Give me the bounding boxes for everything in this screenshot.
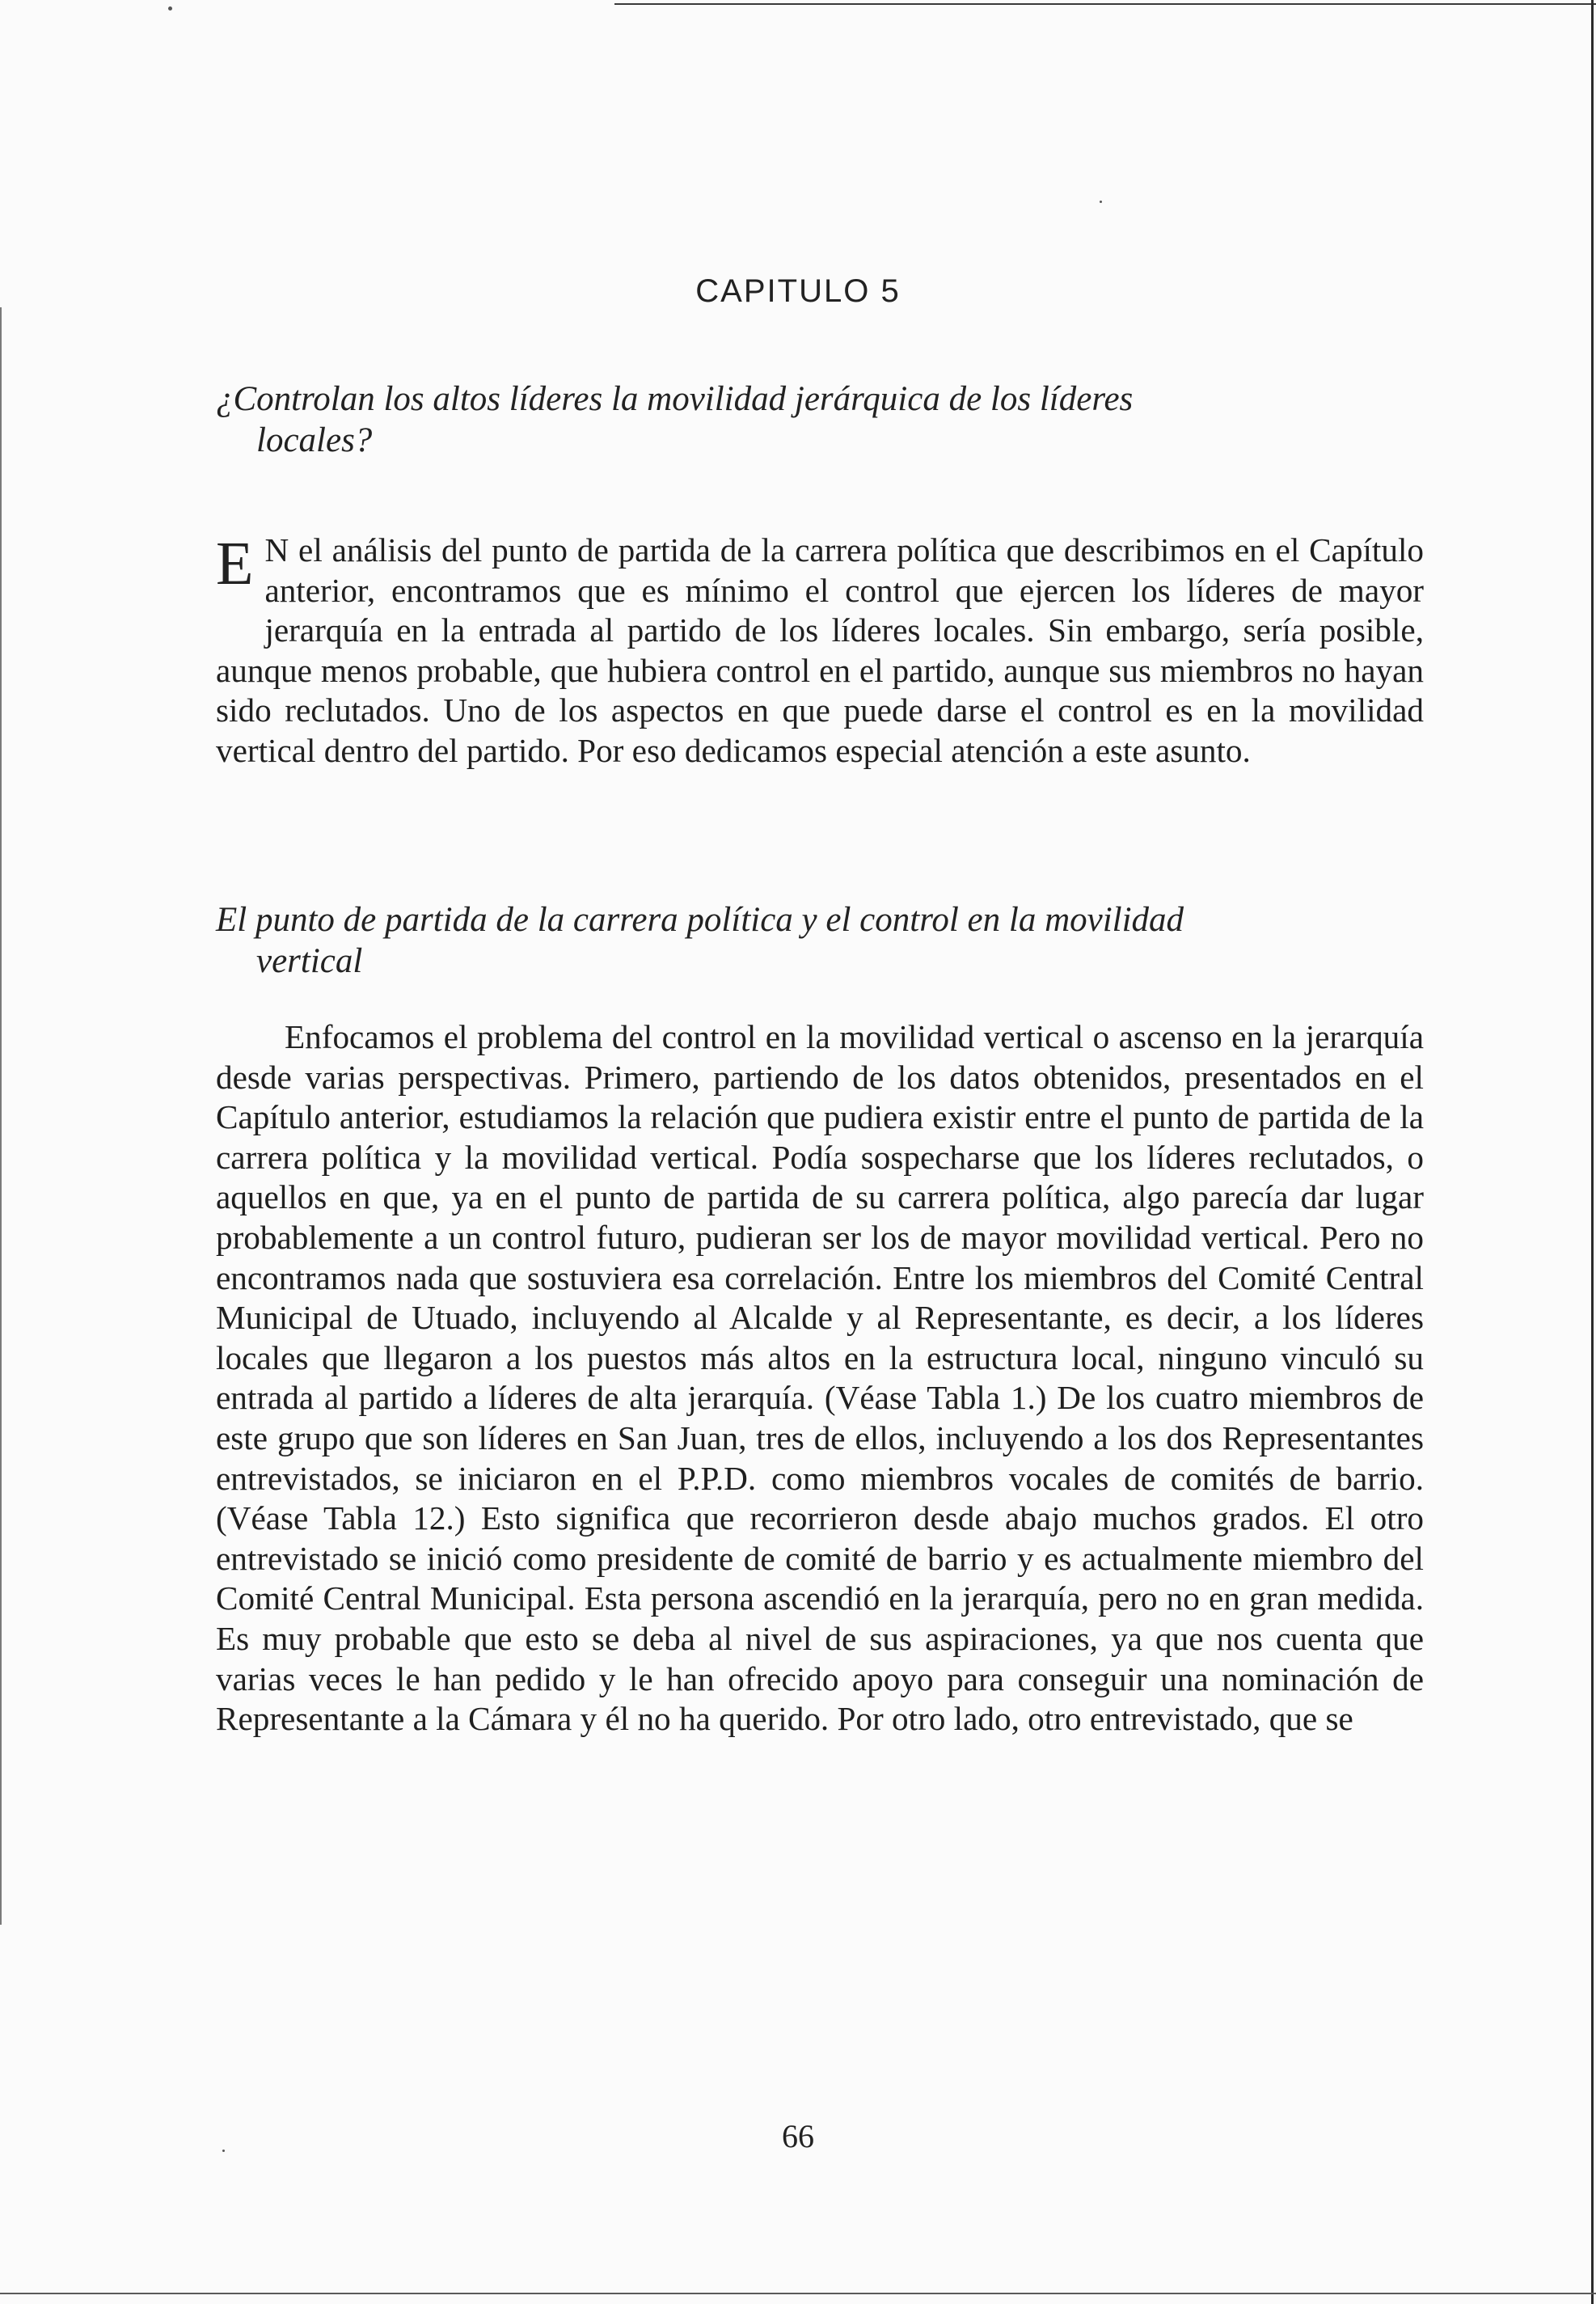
section-body	[216, 1017, 1424, 1740]
scan-speck	[1100, 201, 1102, 203]
chapter-subtitle-line1: ¿Controlan los altos líderes la movilidad jerárquica de los líderes	[216, 380, 1134, 418]
section-paragraph: Enfocamos el problema del control en la movilidad vertical o ascenso en la jerarquía desde varias perspectivas. Primero, partiendo de los datos obtenidos, presentados en el Capítulo anterior, estudiamos la relación que pudiera existir entre el punto de partida de la carrera política y la movilidad vertical. Podía sospecharse que los líderes reclutados, o aquellos en que, ya en el punto de partida de su carrera política, algo parecía dar lugar probablemente a un control futuro, pudieran ser los de mayor movilidad vertical. Pero no encontramos nada que sostuviera esa correlación. Entre los miembros del Comité Central Municipal de Utuado, incluyendo al Alcalde y al Representante, es decir, a los líderes locales que llegaron a los puestos más altos en la estructura local, ninguno vinculó su entrada al partido a líderes de alta jerarquía. (Véase Tabla 1.) De los cuatro miembros de este grupo que son líderes en San Juan, tres de ellos, incluyendo a los dos Representantes entrevistados, se iniciaron en el P.P.D. como miembros vocales de comités de barrio. (Véase Tabla 12.) Esto significa que recorrieron desde abajo muchos grados. El otro entrevistado se inició como presidente de comité de barrio y es actualmente miembro del Comité Central Municipal. Esta persona ascendió en la jerarquía, pero no en gran medida. Es muy probable que esto se deba al nivel de sus aspiraciones, ya que nos cuenta que varias veces le han pedido y le han ofrecido apoyo para conseguir una nominación de Representante a la Cámara y él no ha querido. Por otro lado, otro entrevistado, que se	[216, 1018, 1424, 1738]
chapter-subtitle-line2: locales?	[256, 421, 373, 459]
page-number: 66	[782, 2118, 814, 2154]
intro-text: N el análisis del punto de partida de la carrera política que describimos en el Capítulo anterior, encontramos que es mínimo el control que ejercen los líderes de mayor jerarquía en la entrada al partido de los líderes locales. Sin embargo, sería posible, aunque menos probable, que hubiera control en el partido, aunque sus miembros no hayan sido reclutados. Uno de los aspectos en que puede darse el control es en la movilidad vertical dentro del partido. Por eso dedicamos especial atención a este asunto.	[216, 531, 1424, 769]
drop-cap: E	[216, 530, 254, 598]
chapter-title: CAPITULO 5	[695, 273, 901, 309]
scan-edge-right	[1591, 0, 1594, 2304]
scan-edge-top	[614, 3, 1596, 5]
scan-edge-bottom	[0, 2293, 1596, 2294]
chapter-subtitle	[216, 378, 1424, 461]
section-heading	[216, 899, 1424, 982]
scan-speck	[168, 6, 172, 11]
scan-edge-left	[0, 307, 2, 1925]
section-heading-line1: El punto de partida de la carrera política y el control en la movilidad	[216, 901, 1184, 939]
section-heading-line2: vertical	[256, 942, 363, 980]
intro-paragraph	[216, 531, 1424, 772]
